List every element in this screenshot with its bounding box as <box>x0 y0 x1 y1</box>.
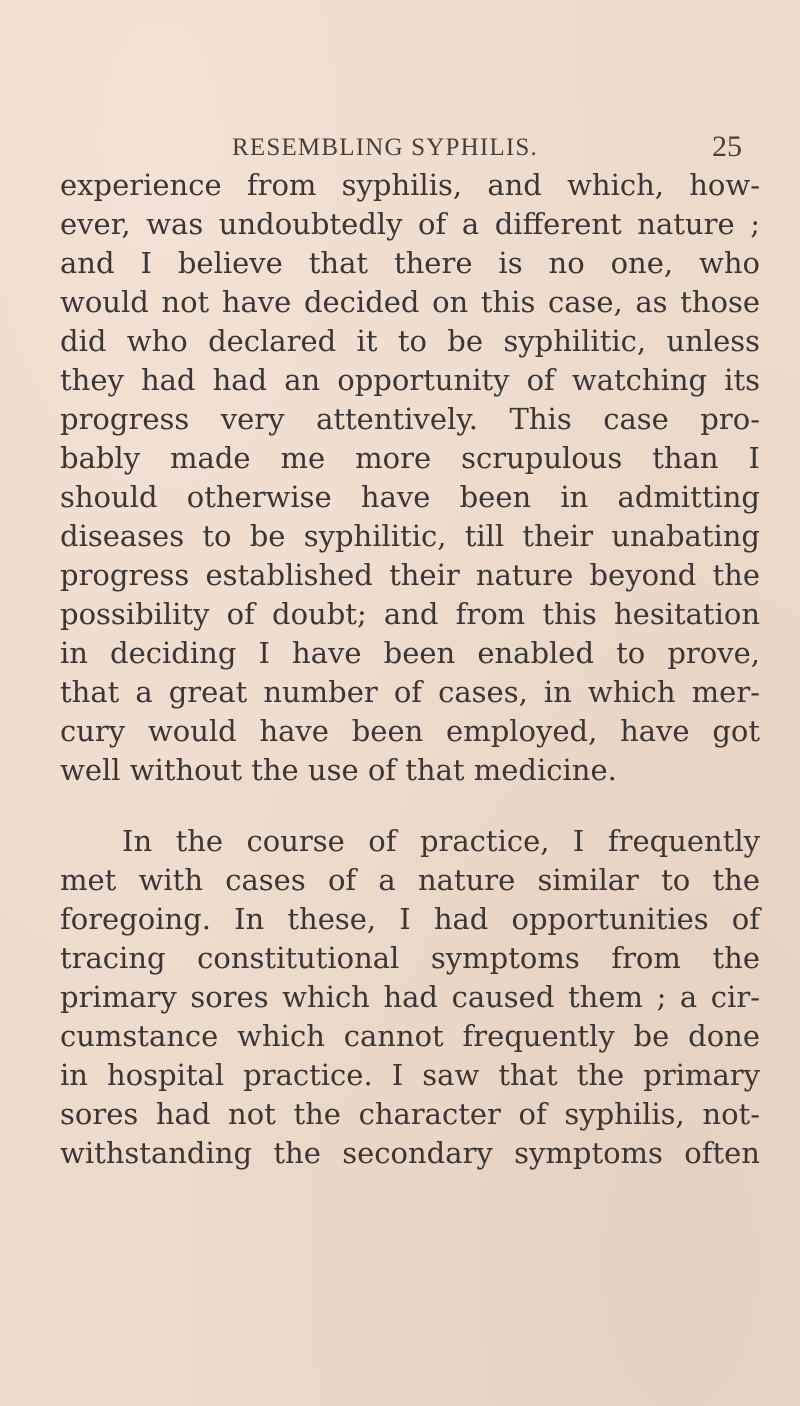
text-line: sores had not the character of syphilis, not- <box>60 1097 760 1131</box>
text-line: they had had an opportunity of watching its <box>60 363 760 397</box>
text-line: primary sores which had caused them ; a cir- <box>60 980 760 1014</box>
text-line: would not have decided on this case, as those <box>60 285 760 319</box>
text-line: cury would have been employed, have got <box>60 714 760 748</box>
text-line: tracing constitutional symptoms from the <box>60 941 760 975</box>
text-line: foregoing. In these, I had opportunities of <box>60 902 760 936</box>
text-line: that a great number of cases, in which mer- <box>60 675 760 709</box>
text-line: withstanding the secondary symptoms often <box>60 1136 760 1170</box>
text-line: progress established their nature beyond the <box>60 558 760 592</box>
text-line: in hospital practice. I saw that the primary <box>60 1058 760 1092</box>
page-number: 25 <box>712 130 742 163</box>
text-line: and I believe that there is no one, who <box>60 246 760 280</box>
text-line: cumstance which cannot frequently be done <box>60 1019 760 1053</box>
text-line: met with cases of a nature similar to the <box>60 863 760 897</box>
text-line: should otherwise have been in admitting <box>60 480 760 514</box>
text-line: progress very attentively. This case pro- <box>60 402 760 436</box>
text-line: experience from syphilis, and which, how- <box>60 168 760 202</box>
text-line: diseases to be syphilitic, till their unabating <box>60 519 760 553</box>
text-line: ever, was undoubtedly of a different nature ; <box>60 207 760 241</box>
text-line: in deciding I have been enabled to prove, <box>60 636 760 670</box>
text-line: well without the use of that medicine. <box>60 753 617 787</box>
text-line: possibility of doubt; and from this hesitation <box>60 597 760 631</box>
running-title: RESEMBLING SYPHILIS. <box>232 134 538 161</box>
text-line: In the course of practice, I frequently <box>122 824 760 858</box>
text-line: did who declared it to be syphilitic, unless <box>60 324 760 358</box>
text-line: bably made me more scrupulous than I <box>60 441 760 475</box>
